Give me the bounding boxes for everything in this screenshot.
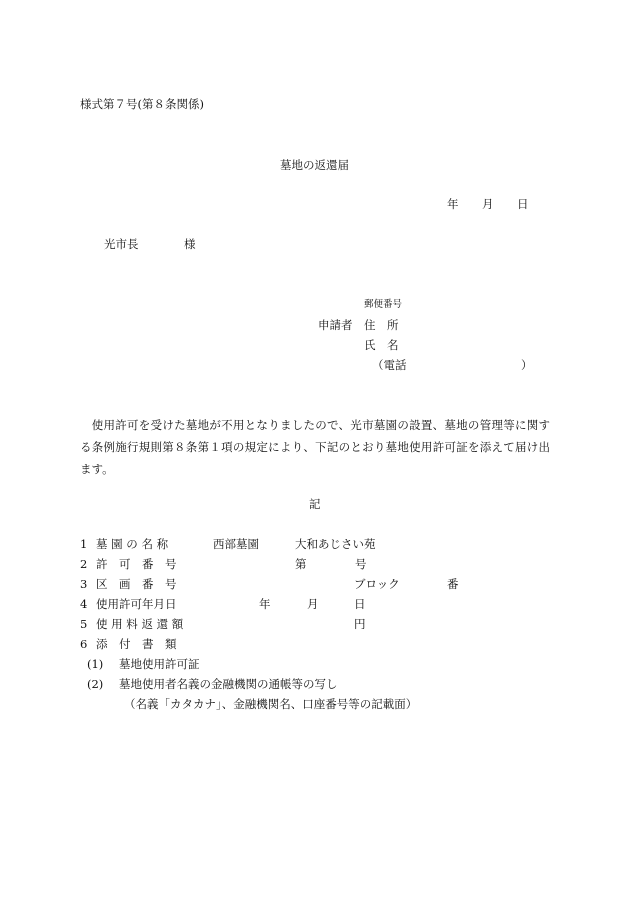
permit-date-month-label: 月: [307, 597, 319, 611]
date-year-label: 年: [447, 197, 459, 211]
item-6-label: 添 付 書 類: [96, 637, 177, 651]
form-header: 様式第７号(第８条関係): [80, 97, 204, 111]
attachment-2-note: （名義「カタカナ」、金融機関名、口座番号等の記載面）: [124, 697, 418, 711]
item-6-number: 6: [80, 637, 88, 651]
date-month-label: 月: [482, 197, 494, 211]
attachment-2-text: 墓地使用者名義の金融機関の通帳等の写し: [119, 677, 338, 691]
item-4-number: 4: [80, 597, 88, 611]
addressee-name: 光市長: [104, 237, 139, 251]
ki-heading: 記: [309, 497, 321, 511]
permit-number-suffix: 号: [355, 557, 367, 571]
address-label: 住 所: [364, 318, 399, 332]
applicant-label: 申請者: [318, 318, 353, 332]
attachment-1-text: 墓地使用許可証: [119, 657, 200, 671]
permit-number-prefix: 第: [295, 557, 307, 571]
date-day-label: 日: [517, 197, 529, 211]
item-1-label: 墓 園 の 名 称: [96, 537, 169, 551]
plot-number-suffix: 番: [447, 577, 459, 591]
name-label: 氏 名: [364, 338, 399, 352]
body-paragraph: 使用許可を受けた墓地が不用となりましたので、光市墓園の設置、墓地の管理等に関する条例施行規則第８条第１項の規定により、下記のとおり墓地使用許可証を添えて届け出ます。: [80, 418, 550, 476]
item-5-label: 使 用 料 返 還 額: [96, 617, 184, 631]
permit-date-day-label: 日: [354, 597, 366, 611]
phone-label-close: ）: [521, 358, 533, 372]
cemetery-option-yamato: 大和あじさい苑: [295, 537, 376, 551]
phone-label-open: （電話: [372, 358, 407, 372]
item-5-number: 5: [80, 617, 88, 631]
permit-date-year-label: 年: [259, 597, 271, 611]
refund-yen-label: 円: [354, 617, 366, 631]
plot-block-label: ブロック: [354, 577, 400, 591]
item-2-number: 2: [80, 557, 88, 571]
item-4-label: 使用許可年月日: [96, 597, 177, 611]
attachment-1-number: (1): [87, 657, 104, 671]
item-3-label: 区 画 番 号: [96, 577, 177, 591]
item-1-number: 1: [80, 537, 88, 551]
item-3-number: 3: [80, 577, 88, 591]
postal-code-label: 郵便番号: [364, 299, 403, 310]
addressee-honorific: 様: [184, 237, 196, 251]
document-title: 墓地の返還届: [280, 158, 349, 172]
attachment-2-number: (2): [87, 677, 104, 691]
item-2-label: 許 可 番 号: [96, 557, 177, 571]
cemetery-option-seibu: 西部墓園: [213, 537, 259, 551]
